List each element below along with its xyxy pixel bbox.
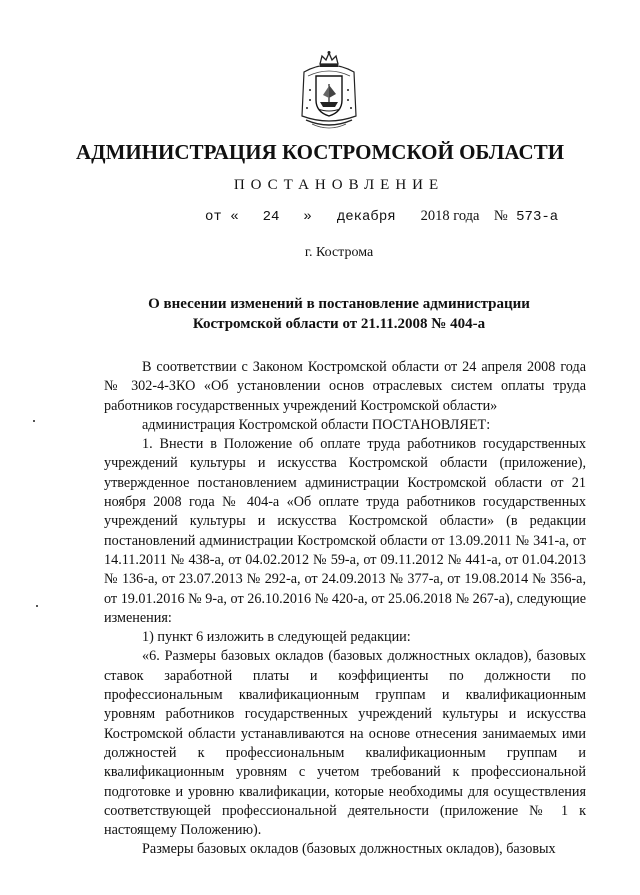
number-prefix: № — [493, 208, 508, 224]
subject-line-2: Костромской области от 21.11.2008 № 404-а — [192, 316, 486, 332]
paragraph-clause-6-continued: Размеры базовых окладов (базовых должностных окладов), базовых — [142, 841, 556, 858]
scan-speck — [33, 420, 35, 422]
paragraph-preamble: В соответствии с Законом Костромской области от 24 апреля 2008 года № 302-4-ЗКО «Об установлении основ отраслевых систем оплаты труда работников государственных учреждений Костромской области» — [104, 359, 586, 414]
document-subject — [0, 294, 640, 334]
document-number: 573-а — [516, 209, 559, 225]
kostroma-coat-of-arms-icon — [298, 50, 360, 134]
date-day: 24 — [262, 209, 280, 225]
city: г. Кострома — [304, 245, 374, 260]
paragraph-item-1: 1. Внести в Положение об оплате труда работников государственных учреждений культуры и искусства Костромской области (приложение), утвержденное постановлением администрации Костромской области от 21 ноября 2008 года № 404-а «Об оплате труда работников государственных учреждений культуры и искусства Костромской области» (в редакции постановлений администрации Костромской области от 13.09.2011 № 341-а, от 14.11.2011 № 438-а, от 04.02.2012 № 59-а, от 09.11.2012 № 441-а, от 01.04.2013 № 136-а, от 23.07.2013 № 292-а, от 24.09.2013 № 377-а, от 19.08.2014 № 356-а, от 19.01.2016 № 9-а, от 26.10.2016 № 420-а, от 25.06.2018 № 267-а), следующие изменения: — [104, 436, 586, 626]
paragraph-resolves: администрация Костромской области ПОСТАНОВЛЯЕТ: — [142, 416, 491, 433]
organization-title: АДМИНИСТРАЦИЯ КОСТРОМСКОЙ ОБЛАСТИ — [75, 140, 565, 164]
date-prefix: от « — [205, 209, 239, 225]
subject-line-1: О внесении изменений в постановление администрации — [148, 296, 530, 312]
document-type: ПОСТАНОВЛЕНИЕ — [233, 177, 445, 193]
date-close: » — [303, 209, 312, 225]
date-month: декабря — [336, 209, 396, 225]
scan-speck — [36, 605, 38, 607]
document-date-line — [205, 208, 558, 225]
document-body — [104, 358, 586, 860]
paragraph-subitem-1: 1) пункт 6 изложить в следующей редакции: — [142, 629, 411, 646]
date-year: 2018 года — [420, 208, 480, 224]
paragraph-clause-6: «6. Размеры базовых окладов (базовых должностных окладов), базовых ставок заработной платы и коэффициенты по должности по профессиональным квалификационным группам и квалификационным уровням работников государственных учреждений культуры и искусства Костромской области устанавливаются на основе отнесения занимаемых ими должностей к профессиональным квалификационным группам и квалификационным уровням с учетом требований к профессиональной подготовке и уровню квалификации, которые необходимы для осуществления соответствующей профессиональной деятельности (приложение № 1 к настоящему Положению). — [104, 648, 586, 839]
